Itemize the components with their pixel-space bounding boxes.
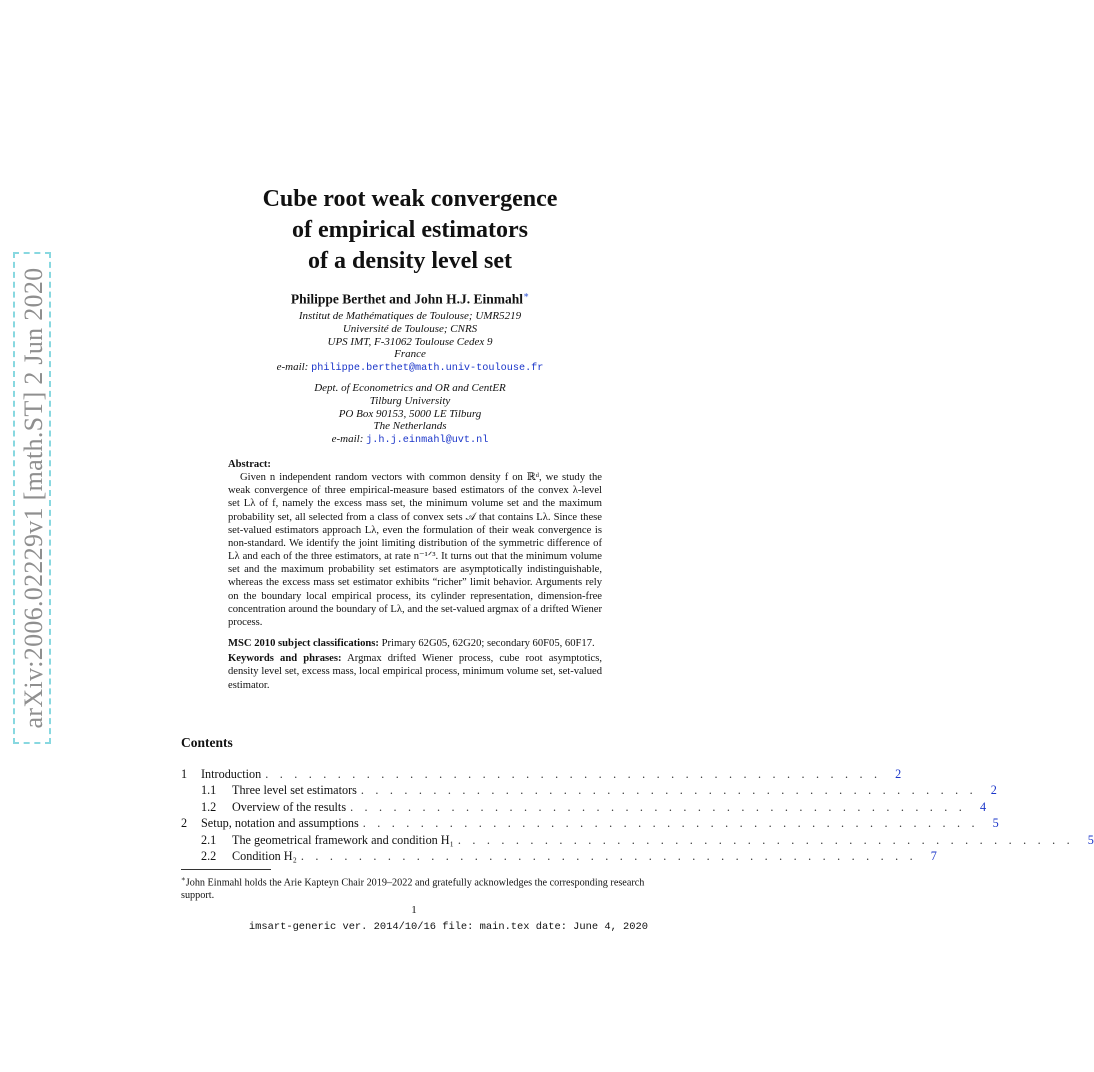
toc-label: Setup, notation and assumptions <box>201 815 363 831</box>
page-footer: imsart-generic ver. 2014/10/16 file: main.tex date: June 4, 2020 <box>248 921 648 933</box>
toc-page-link[interactable]: 2 <box>895 767 902 781</box>
toc-page-link[interactable]: 5 <box>992 816 999 831</box>
toc-label: The geometrical framework and condition H₁ <box>232 832 458 848</box>
author-names: Philippe Berthet and John H.J. Einmahl <box>290 291 524 307</box>
contents-heading: Contents <box>181 735 233 750</box>
affil1-line3: UPS IMT, F-31062 Toulouse Cedex 9 <box>327 335 493 348</box>
affil2-line2: Tilburg University <box>369 394 451 407</box>
toc-leader-dots: . . . . . . . . . . . . . . . . . . . . . . . . . . . . . . . . . . . . . . . . . . . <box>265 767 882 781</box>
affiliation-toulouse <box>210 310 610 376</box>
title-line-1: Cube root weak convergence <box>262 186 558 212</box>
toc-number: 2.2 <box>201 848 217 863</box>
toc-leader-dots: . . . . . . . . . . . . . . . . . . . . . . . . . . . . . . . . . . . . . . . . . . . <box>350 799 967 814</box>
msc-text: Primary 62G05, 62G20; secondary 60F05, 60F17. <box>381 638 595 650</box>
toc-entry-setup[interactable] <box>181 815 999 831</box>
paper-title <box>160 184 660 277</box>
toc-page-link[interactable]: 7 <box>930 848 937 863</box>
msc-classification <box>228 637 602 650</box>
affil1-line4: France <box>394 348 426 361</box>
toc-page-link[interactable]: 5 <box>1087 832 1094 847</box>
toc-leader-dots: . . . . . . . . . . . . . . . . . . . . . . . . . . . . . . . . . . . . . . . . . . . <box>360 783 977 798</box>
toc-label: Condition H₂ <box>232 848 301 864</box>
footnote-marker: ∗ <box>181 875 186 883</box>
abstract-heading: Abstract: <box>228 459 271 470</box>
affil1-email-label: e-mail: <box>276 361 309 374</box>
affil1-email-link[interactable]: philippe.berthet@math.univ-toulouse.fr <box>311 363 544 375</box>
table-of-contents <box>181 766 1094 864</box>
abstract-block <box>228 458 602 692</box>
affil2-email-label: e-mail: <box>331 433 364 446</box>
arxiv-identifier[interactable]: arXiv:2006.02229v1 [math.ST] 2 Jun 2020 <box>19 267 48 729</box>
toc-leader-dots: . . . . . . . . . . . . . . . . . . . . . . . . . . . . . . . . . . . . . . . . . . . <box>457 832 1074 847</box>
toc-entry-geometrical-framework[interactable] <box>181 832 1094 848</box>
footnote-rule <box>181 869 271 870</box>
affil2-email-link[interactable]: j.h.j.einmahl@uvt.nl <box>366 435 489 447</box>
affil1-email-row <box>210 361 610 376</box>
toc-page-link[interactable]: 4 <box>979 799 987 814</box>
authors <box>160 290 660 308</box>
title-line-2: of empirical estimators <box>292 217 528 243</box>
toc-number: 1 <box>181 767 188 781</box>
toc-entry-overview-of-results[interactable] <box>181 799 987 815</box>
footnote <box>181 873 651 902</box>
msc-label: MSC 2010 subject classifications: <box>228 638 379 650</box>
toc-label: Three level set estimators <box>232 782 361 798</box>
toc-number: 2.1 <box>201 832 217 847</box>
toc-leader-dots: . . . . . . . . . . . . . . . . . . . . . . . . . . . . . . . . . . . . . . . . . . . <box>362 816 979 831</box>
toc-number: 1.2 <box>201 799 217 814</box>
affiliation-tilburg <box>210 382 610 448</box>
title-line-3: of a density level set <box>308 248 512 274</box>
toc-entry-introduction[interactable] <box>181 766 902 782</box>
arxiv-side-stamp <box>0 0 60 1072</box>
affil2-email-row <box>210 433 610 448</box>
author-footnote-marker[interactable]: ∗ <box>523 290 530 300</box>
toc-label: Introduction <box>201 766 265 782</box>
keywords-label: Keywords and phrases: <box>228 653 342 665</box>
abstract-text: Given n independent random vectors with common density f on ℝᵈ, we study the weak convergence of three empirical-measure based estimators of the convex λ-level set Lλ of f, namely the excess mass set, the minimum volume set and the maximum probability set, all selected from a class of convex sets 𝒜 that contains Lλ. Since these set-valued estimators approach Lλ, even the formulation of their weak convergence is non-standard. We identify the joint limiting distribution of the symmetric difference of Lλ and each of the three estimators, at rate n⁻¹ᐟ³. It turns out that the minimum volume set and the maximum probability set estimators are asymptotically indistinguishable, whereas the excess mass set estimator exhibits “richer” limit behavior. Arguments rely on the boundary local empirical process, its cylinder representation, dimension-free concentration around the boundary of Lλ, and the set-valued argmax of a drifted Wiener process. <box>228 472 602 628</box>
toc-leader-dots: . . . . . . . . . . . . . . . . . . . . . . . . . . . . . . . . . . . . . . . . . . . <box>300 848 917 863</box>
affil2-line3: PO Box 90153, 5000 LE Tilburg <box>338 407 482 420</box>
keywords <box>228 652 602 691</box>
toc-number: 1.1 <box>201 783 217 798</box>
page-number: 1 <box>411 904 417 916</box>
toc-entry-condition-h2[interactable] <box>181 848 937 864</box>
keywords-text: Argmax drifted Wiener process, cube root asymptotics, density level set, excess mass, local empirical process, minimum volume set, set-valued estimator. <box>228 653 602 691</box>
toc-label: Overview of the results <box>232 799 350 815</box>
toc-page-link[interactable]: 2 <box>990 783 997 798</box>
affil2-line1: Dept. of Econometrics and OR and CentER <box>314 382 506 394</box>
affil1-line2: Université de Toulouse; CNRS <box>342 322 478 335</box>
toc-number: 2 <box>181 816 188 831</box>
affil1-line1: Institut de Mathématiques de Toulouse; UMR5219 <box>298 310 522 322</box>
footnote-text: John Einmahl holds the Arie Kapteyn Chair 2019–2022 and gratefully acknowledges the corresponding research support. <box>181 877 645 902</box>
affil2-line4: The Netherlands <box>373 420 447 433</box>
toc-entry-three-level-set-estimators[interactable] <box>181 782 997 798</box>
